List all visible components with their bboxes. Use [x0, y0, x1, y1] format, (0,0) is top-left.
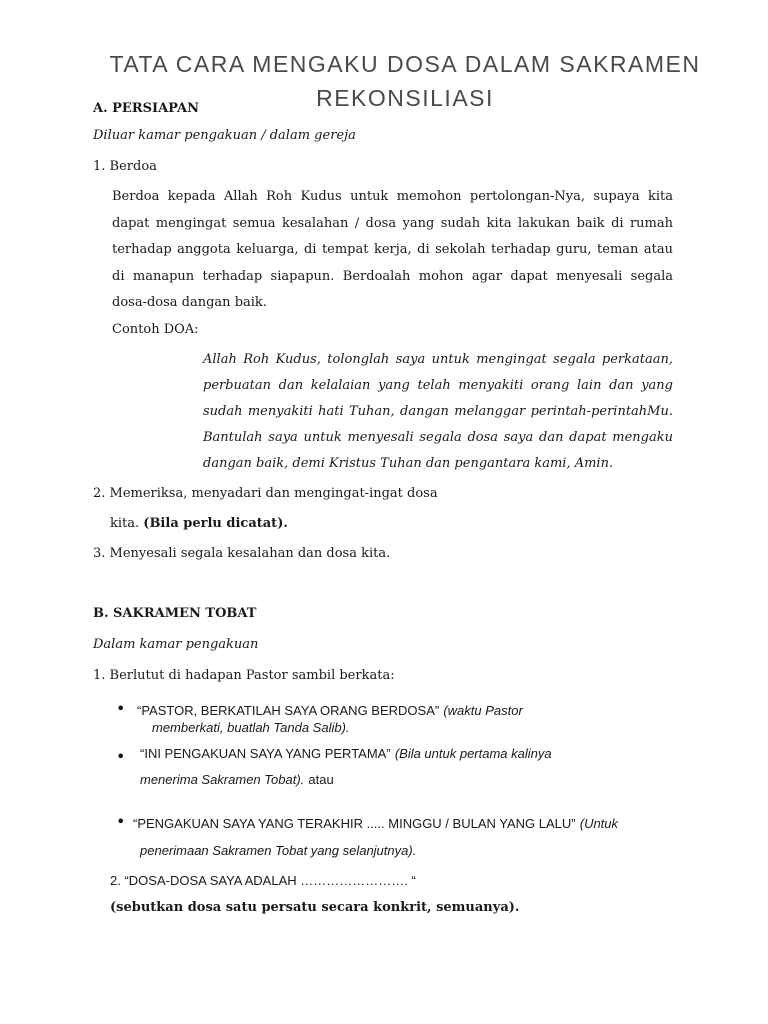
section-a-step-2: 2. Memeriksa, menyadari dan mengingat-ingat dosa [93, 486, 438, 501]
title-line-1: TATA CARA MENGAKU DOSA DALAM SAKRAMEN [109, 51, 701, 77]
section-a-step-1: 1. Berdoa [93, 159, 157, 174]
bullet-3-note-b: penerimaan Sakramen Tobat yang selanjutnya). [140, 843, 417, 858]
section-b-step-2: 2. “DOSA-DOSA SAYA ADALAH ……………………. “ [110, 873, 416, 888]
bullet-3 [133, 816, 693, 832]
page-title [60, 51, 750, 78]
section-a-step-2-continued [110, 516, 288, 531]
section-b-step-1: 1. Berlutut di hadapan Pastor sambil berkata: [93, 668, 395, 683]
section-b-subtitle: Dalam kamar pengakuan [93, 637, 259, 652]
section-b-heading: B. SAKRAMEN TOBAT [93, 606, 257, 621]
section-a-step-3: 3. Menyesali segala kesalahan dan dosa kita. [93, 546, 391, 561]
section-a-subtitle: Diluar kamar pengakuan / dalam gereja [93, 128, 356, 143]
bullet-3-main: “PENGAKUAN SAYA YANG TERAKHIR ..... MINGGU / BULAN YANG LALU” [133, 816, 576, 831]
step-1-description: Berdoa kepada Allah Roh Kudus untuk memohon pertolongan-Nya, supaya kita dapat mengingat semua kesalahan / dosa yang sudah kita lakukan baik di rumah terhadap anggota keluarga, di tempat kerja, di sekolah terhadap guru, teman atau di manapun terhadap siapapun. Berdoalah mohon agar dapat menyesali segala dosa-dosa dangan baik. [112, 189, 673, 310]
bullet-1 [137, 703, 677, 719]
bullet-3-note-a: (Untuk [579, 816, 619, 831]
bullet-2-tail: atau [308, 772, 334, 787]
bullet-2-line-2 [140, 772, 334, 788]
example-prayer-text: Allah Roh Kudus, tolonglah saya untuk mengingat segala perkataan, perbuatan dan kelalaian yang telah menyakiti orang lain dan yang sudah menyakiti hati Tuhan, dangan melanggar perintah-perintahMu. Bantulah saya untuk menyesali segala dosa saya dan dapat mengaku dangan baik, demi Kristus Tuhan dan pengantara kami, Amin. [203, 352, 673, 471]
bullet-2 [140, 746, 680, 762]
step-2-continuation: kita. [110, 516, 140, 531]
section-b-step-2-note: (sebutkan dosa satu persatu secara konkrit, semuanya). [110, 900, 520, 915]
title-line-2: REKONSILIASI [316, 85, 494, 111]
bullet-2-note-b: menerima Sakramen Tobat). [140, 772, 305, 787]
step-2-note: (Bila perlu dicatat). [143, 516, 288, 531]
bullet-1-main: “PASTOR, BERKATILAH SAYA ORANG BERDOSA” [137, 703, 440, 718]
bullet-icon: • [116, 747, 126, 766]
bullet-icon: • [116, 812, 126, 831]
bullet-icon: • [116, 699, 126, 718]
section-a-heading: A. PERSIAPAN [93, 101, 199, 116]
example-prayer-label: Contoh DOA: [112, 322, 199, 337]
bullet-1-note-b: memberkati, buatlah Tanda Salib). [152, 720, 350, 735]
bullet-1-note-a: (waktu Pastor [443, 703, 523, 718]
bullet-2-main: “INI PENGAKUAN SAYA YANG PERTAMA” [140, 746, 391, 761]
bullet-2-note-a: (Bila untuk pertama kalinya [394, 746, 552, 761]
